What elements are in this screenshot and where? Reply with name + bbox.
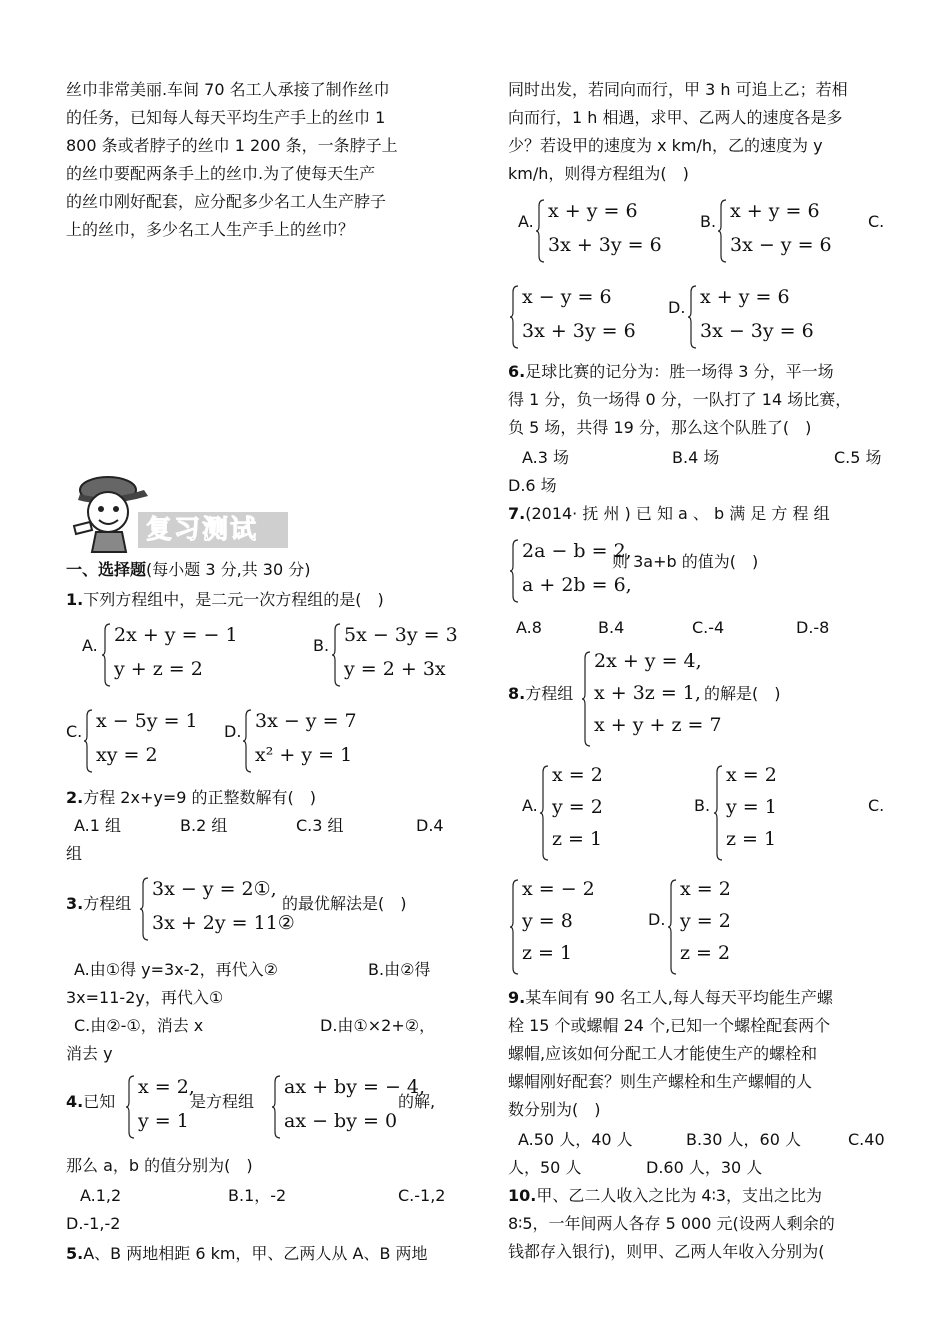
option-b: B.2 组 (180, 816, 228, 835)
option-b-label: B. (700, 212, 717, 231)
option-a: A.3 场 (522, 448, 570, 467)
option-d-cont: 消去 y (66, 1044, 113, 1063)
question-5-line: 同时出发，若同向而行，甲 3 h 可追上乙；若相 (508, 80, 848, 99)
option-b: B.30 人，60 人 (686, 1130, 801, 1149)
section-heading: 一、选择题(每小题 3 分,共 30 分) (66, 560, 311, 579)
question-7-post: 则 3a+b 的值为( ) (612, 552, 759, 571)
q7-system: 2a − b = 2, a + 2b = 6, (510, 538, 620, 604)
problem-text-line: 丝巾非常美丽.车间 70 名工人承接了制作丝巾 (66, 80, 390, 99)
option-c: C.由②-①，消去 x (74, 1016, 204, 1035)
problem-text-line: 800 条或者脖子的丝巾 1 200 条，一条脖子上 (66, 136, 398, 155)
question-8: 8.方程组 (508, 684, 574, 703)
question-3: 3.方程组 (66, 894, 132, 913)
question-4: 4.已知 (66, 1092, 116, 1111)
question-5: 5.A、B 两地相距 6 km，甲、乙两人从 A、B 两地 (66, 1244, 428, 1263)
option-d-label: D. (224, 722, 242, 741)
question-5-line: 向而行，1 h 相遇，求甲、乙两人的速度各是多 (508, 108, 843, 127)
option-c: C.5 场 (834, 448, 882, 467)
question-9-line: 螺帽刚好配套？则生产螺栓和生产螺帽的人 (508, 1072, 813, 1091)
q4-solution: x = 2, y = 1 (126, 1074, 196, 1140)
review-test-banner (66, 472, 288, 554)
question-8-post: 的解是( ) (704, 684, 781, 703)
option-b-cont: 3x=11-2y，再代入① (66, 988, 224, 1007)
option-a: A.1 组 (74, 816, 122, 835)
option-d-cont: 组 (66, 844, 83, 863)
option-d: D.4 (416, 816, 444, 835)
option-d: D.-1,-2 (66, 1214, 121, 1233)
option-b-system: x = 2 y = 1 z = 1 (714, 764, 804, 862)
option-d: D.60 人，30 人 (646, 1158, 763, 1177)
option-c-system: x − 5y = 1 xy = 2 (84, 708, 224, 774)
option-b-label: B. (313, 636, 330, 655)
question-10-line: 钱都存入银行)，则甲、乙两人年收入分别为( (508, 1242, 825, 1261)
question-7: 7.(2014· 抚 州 ) 已 知 a 、 b 满 足 方 程 组 (508, 504, 830, 523)
option-b-system: 5x − 3y = 3 y = 2 + 3x (332, 622, 532, 688)
option-c-label: C. (66, 722, 83, 741)
option-c: C.-4 (692, 618, 725, 637)
option-b: B.1，-2 (228, 1186, 287, 1205)
question-4-mid: 是方程组 (190, 1092, 255, 1111)
question-1: 1.下列方程组中，是二元一次方程组的是( ) (66, 590, 384, 609)
option-b: B.4 (598, 618, 625, 637)
q4-system: ax + by = − 4, ax − by = 0 (272, 1074, 402, 1140)
question-3-post: 的最优解法是( ) (282, 894, 407, 913)
question-9: 9.某车间有 90 名工人,每人每天平均能生产螺 (508, 988, 833, 1007)
problem-text-line: 的丝巾刚好配套，应分配多少名工人生产脖子 (66, 192, 387, 211)
problem-text-line: 的丝巾要配两条手上的丝巾.为了使每天生产 (66, 164, 376, 183)
option-a-system: x = 2 y = 2 z = 1 (540, 764, 630, 862)
option-d: D.由①×2+②， (320, 1016, 436, 1035)
option-c: C.40 (848, 1130, 885, 1149)
question-5-line: 少？若设甲的速度为 x km/h，乙的速度为 y (508, 136, 823, 155)
option-d-system: x + y = 6 3x − 3y = 6 (688, 284, 838, 350)
option-a: A.8 (516, 618, 542, 637)
option-a-label: A. (82, 636, 98, 655)
option-b: B.由②得 (368, 960, 431, 979)
option-a-system: 2x + y = − 1 y + z = 2 (102, 622, 302, 688)
question-6: 6.足球比赛的记分为：胜一场得 3 分，平一场 (508, 362, 834, 381)
option-d: D.-8 (796, 618, 830, 637)
question-10-line: 8∶5，一年间两人各存 5 000 元(设两人剩余的 (508, 1214, 835, 1233)
option-c-cont: 人，50 人 (508, 1158, 582, 1177)
option-a-label: A. (518, 212, 534, 231)
option-b: B.4 场 (672, 448, 720, 467)
option-a-system: x + y = 6 3x + 3y = 6 (536, 198, 686, 264)
q3-system: 3x − y = 2①, 3x + 2y = 11② (140, 876, 290, 942)
option-d-system: x = 2 y = 2 z = 2 (668, 878, 758, 976)
option-a-label: A. (522, 796, 538, 815)
option-d-label: D. (648, 910, 666, 929)
option-d-system: 3x − y = 7 x² + y = 1 (243, 708, 383, 774)
banner-title: 复习测试 (146, 515, 259, 545)
option-c: C.-1,2 (398, 1186, 446, 1205)
question-4-line2: 那么 a，b 的值分别为( ) (66, 1156, 253, 1175)
question-9-line: 栓 15 个或螺帽 24 个,已知一个螺栓配套两个 (508, 1016, 831, 1035)
option-a: A.1,2 (80, 1186, 122, 1205)
question-9-line: 数分别为( ) (508, 1100, 601, 1119)
q8-system: 2x + y = 4, x + 3z = 1, x + y + z = 7 (582, 650, 712, 748)
option-b-system: x + y = 6 3x − y = 6 (718, 198, 868, 264)
option-a: A.50 人，40 人 (518, 1130, 633, 1149)
problem-text-line: 的任务，已知每人每天平均生产手上的丝巾 1 (66, 108, 386, 127)
question-4-post: 的解, (398, 1092, 436, 1111)
option-a: A.由①得 y=3x-2，再代入② (74, 960, 279, 979)
option-b-label: B. (694, 796, 711, 815)
option-d: D.6 场 (508, 476, 557, 495)
option-c: C.3 组 (296, 816, 344, 835)
problem-text-line: 上的丝巾，多少名工人生产手上的丝巾？ (66, 220, 355, 239)
question-9-line: 螺帽,应该如何分配工人才能使生产的螺栓和 (508, 1044, 818, 1063)
option-c-label: C. (868, 212, 885, 231)
option-c-system: x − y = 6 3x + 3y = 6 (510, 284, 660, 350)
question-10: 10.甲、乙二人收入之比为 4∶3，支出之比为 (508, 1186, 822, 1205)
question-6-line: 得 1 分，负一场得 0 分，一队打了 14 场比赛， (508, 390, 852, 409)
question-6-line: 负 5 场，共得 19 分，那么这个队胜了( ) (508, 418, 812, 437)
question-2: 2.方程 2x+y=9 的正整数解有( ) (66, 788, 316, 807)
option-c-system: x = − 2 y = 8 z = 1 (510, 878, 610, 976)
question-5-line: km/h，则得方程组为( ) (508, 164, 689, 183)
option-d-label: D. (668, 298, 686, 317)
option-c-label: C. (868, 796, 885, 815)
